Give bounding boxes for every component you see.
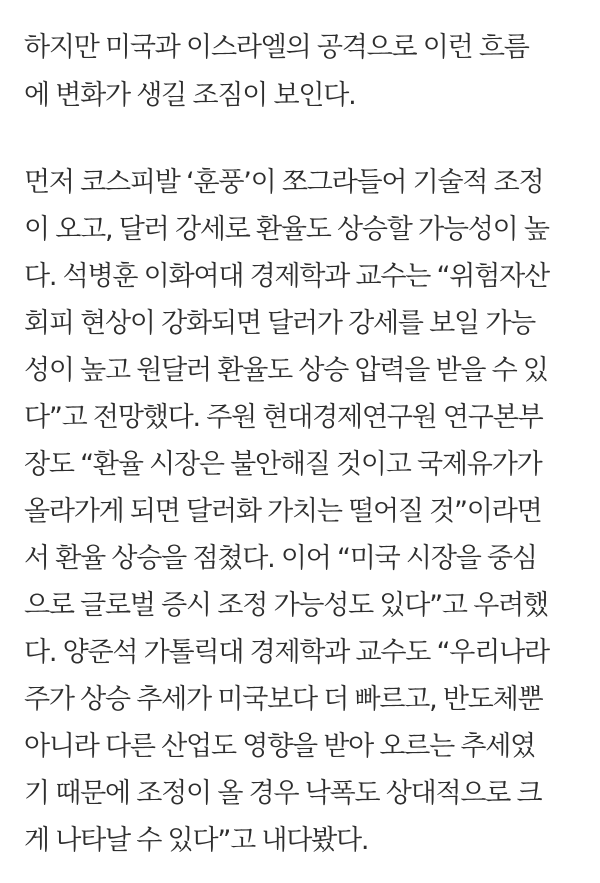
text-line: 아니라 다른 산업도 영향을 받아 오르는 추세였: [24, 731, 536, 762]
text-line: 먼저 코스피발 ‘훈풍’이 쪼그라들어 기술적 조정: [24, 167, 544, 198]
text-line: 다. 양준석 가톨릭대 경제학과 교수도 “우리나라: [24, 637, 549, 668]
text-line: 게 나타날 수 있다”고 내다봤다.: [24, 825, 369, 856]
text-line: 다. 석병훈 이화여대 경제학과 교수는 “위험자산: [24, 261, 549, 292]
text-line: 서 환율 상승을 점쳤다. 이어 “미국 시장을 중심: [24, 543, 537, 574]
text-line: 주가 상승 추세가 미국보다 더 빠르고, 반도체뿐: [24, 684, 543, 715]
text-line: 이 오고, 달러 강세로 환율도 상승할 가능성이 높: [24, 214, 549, 245]
text-line: 에 변화가 생길 조짐이 보인다.: [24, 80, 356, 111]
text-line: 올라가게 되면 달러화 가치는 떨어질 것”이라면: [24, 496, 542, 527]
text-line: 하지만 미국과 이스라엘의 공격으로 이런 흐름: [24, 32, 529, 63]
text-line: 회피 현상이 강화되면 달러가 강세를 보일 가능: [24, 308, 536, 339]
text-line: 성이 높고 원달러 환율도 상승 압력을 받을 수 있: [24, 355, 548, 386]
text-line: 기 때문에 조정이 올 경우 낙폭도 상대적으로 크: [24, 778, 542, 809]
text-line: 다”고 전망했다. 주원 현대경제연구원 연구본부: [24, 402, 543, 433]
text-line: 장도 “환율 시장은 불안해질 것이고 국제유가가: [24, 449, 542, 480]
text-line: 으로 글로벌 증시 조정 가능성도 있다”고 우려했: [24, 590, 548, 621]
